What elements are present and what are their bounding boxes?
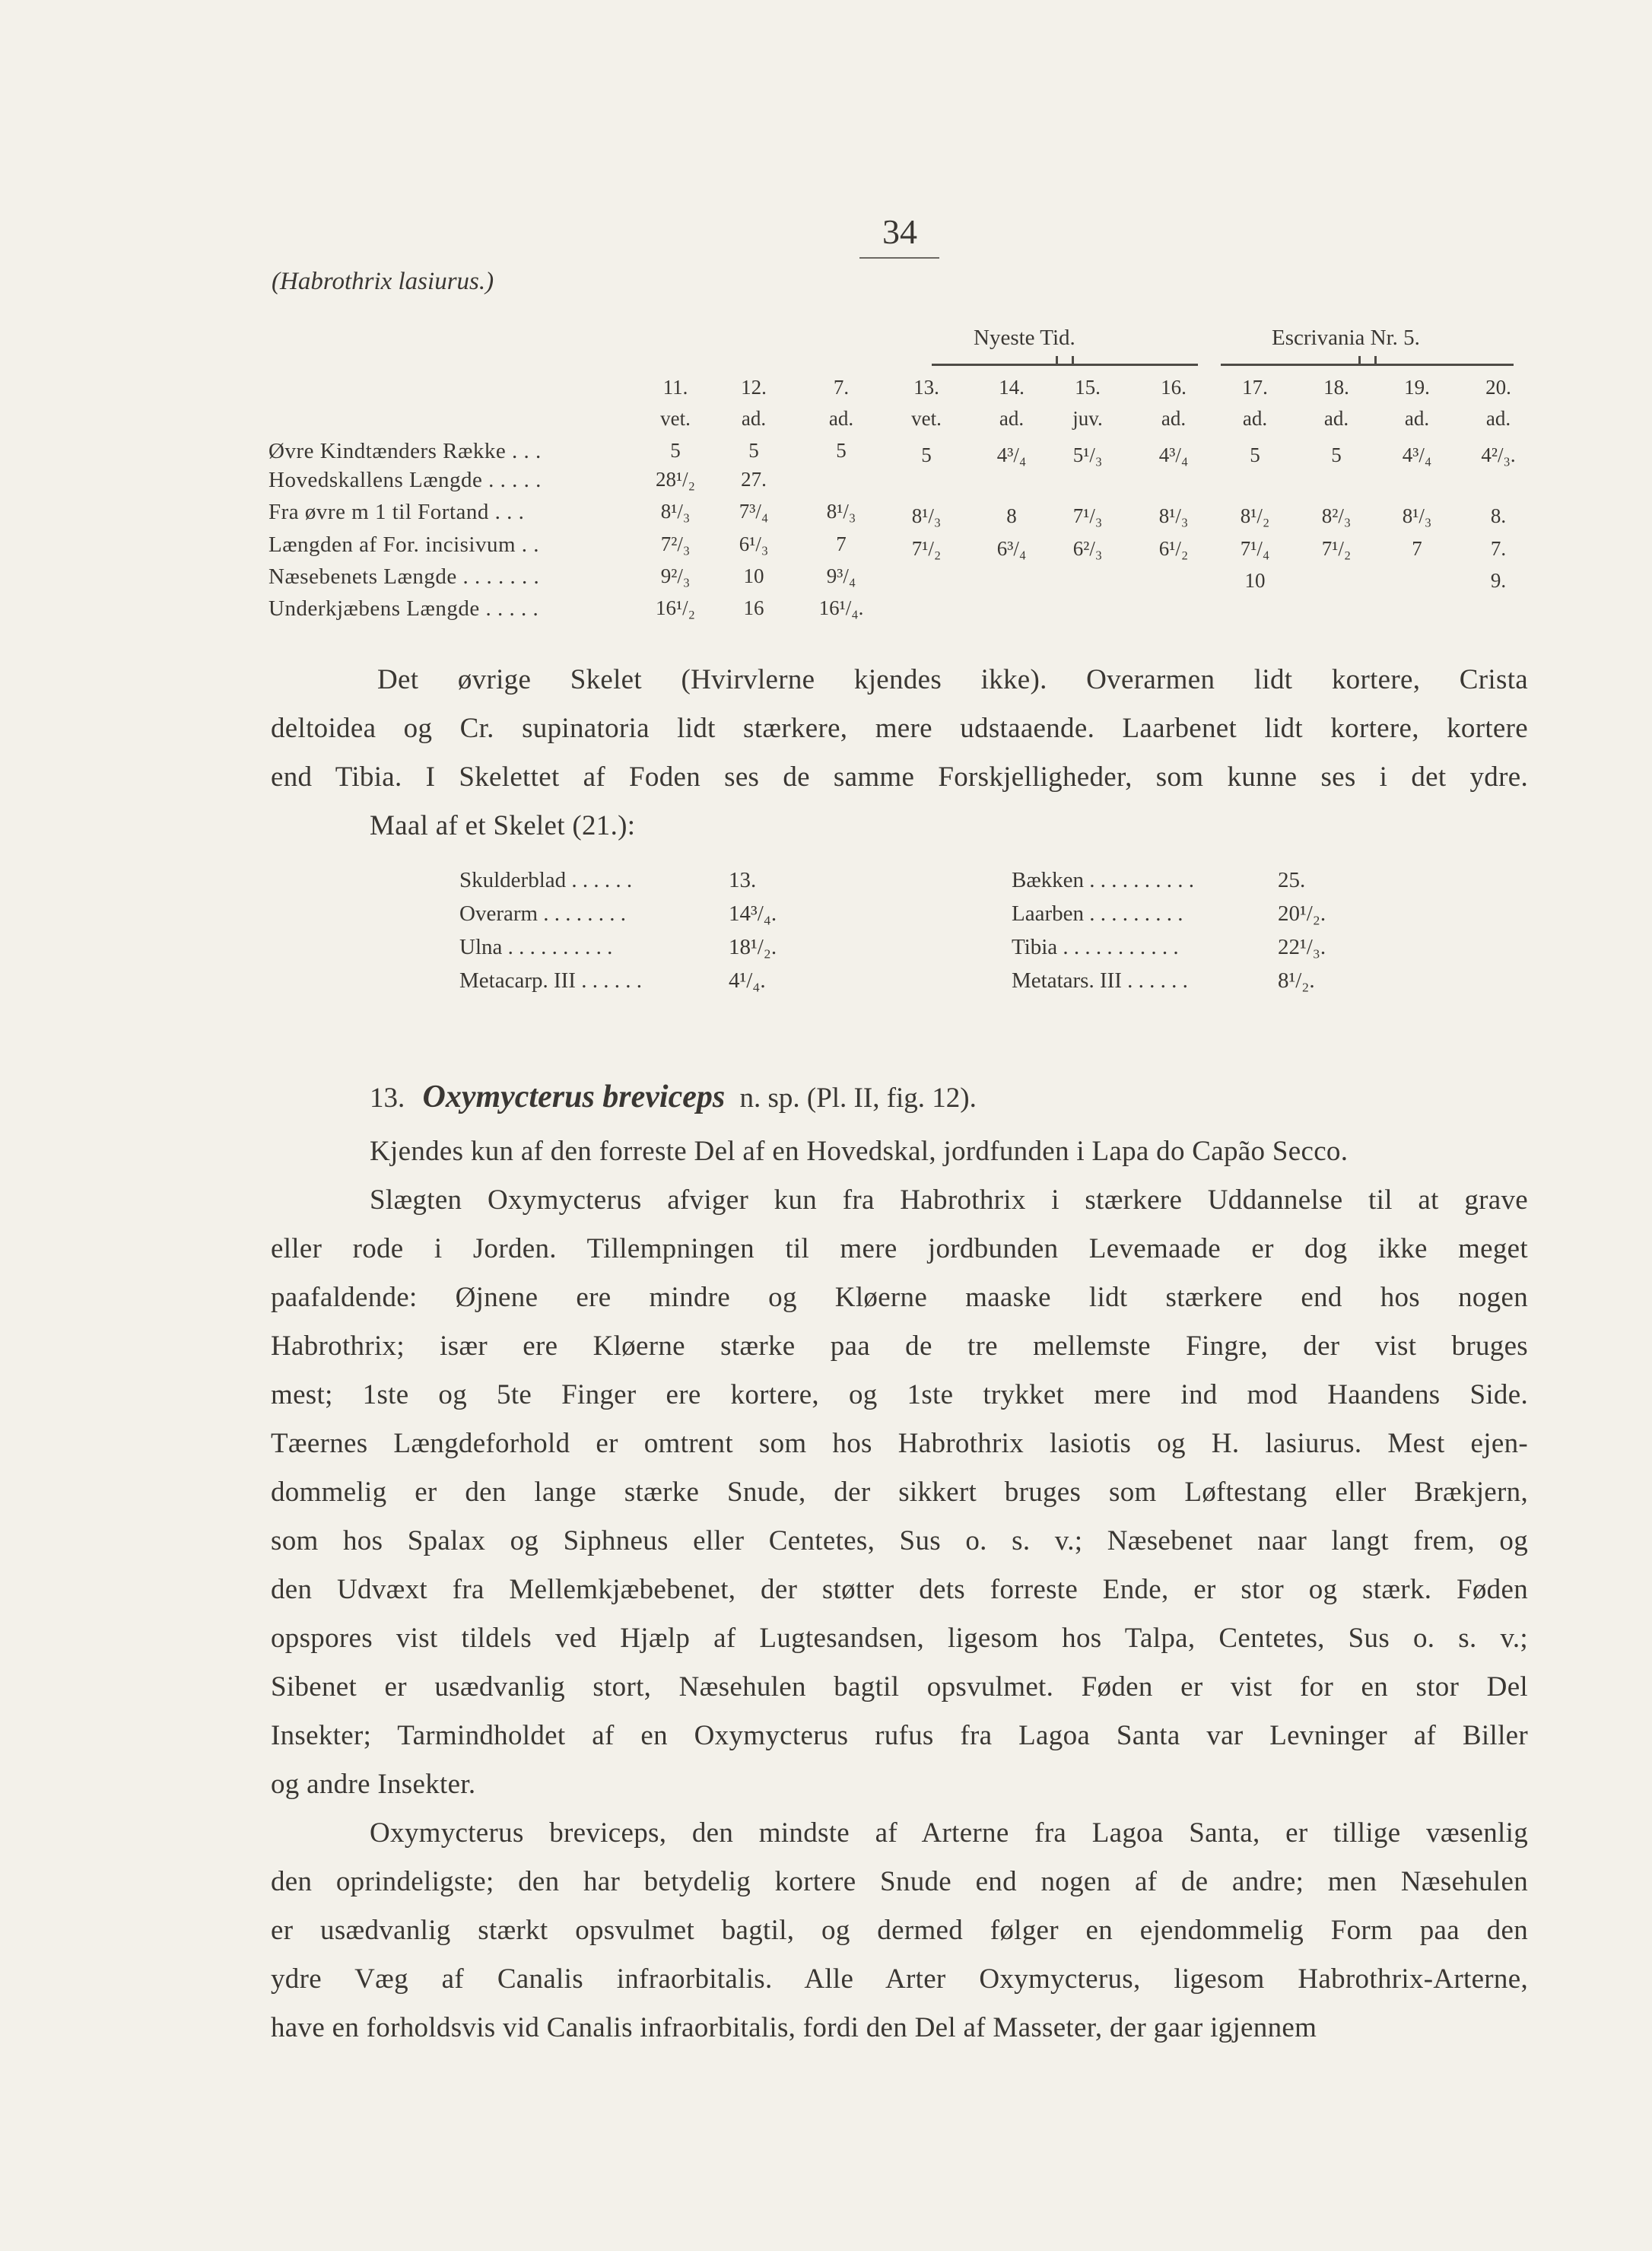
table-cell: 5 (921, 444, 932, 466)
row-label: Hovedskallens Længde . . . . . (268, 468, 542, 492)
column-number: 14. (999, 376, 1025, 399)
table-cell: 4³/₄ (1158, 444, 1189, 466)
table-cell: 6¹/₃ (739, 533, 769, 555)
column-status: ad. (1323, 407, 1349, 430)
measure-label: Tibia . . . . . . . . . . . (1012, 935, 1179, 959)
table-cell: 9²/₃ (660, 564, 691, 587)
text-line: som hos Spalax og Siphneus eller Centetes, Sus o. s. v.; Næsebenet naar langt frem, og (271, 1525, 1528, 1556)
table-cell: 8¹/₃ (660, 500, 691, 523)
text-line: Kjendes kun af den forreste Del af en Hovedskal, jordfunden i Lapa do Capão Secco. (370, 1136, 1349, 1167)
column-status: vet. (911, 407, 942, 430)
column-number: 20. (1485, 376, 1511, 399)
measure-label: Ulna . . . . . . . . . . (459, 935, 613, 959)
group-header-nyeste-tid: Nyeste Tid. (974, 326, 1075, 350)
column-status: ad. (1161, 407, 1187, 430)
measure-label: Metacarp. III . . . . . . (459, 968, 642, 993)
table-cell: 7 (1412, 537, 1422, 560)
table-cell: 7¹/₃ (1072, 504, 1103, 527)
row-label: Fra øvre m 1 til Fortand . . . (268, 500, 525, 524)
table-cell: 7 (836, 533, 847, 555)
text-line: deltoidea og Cr. supinatoria lidt stærkere, mere udstaaende. Laarbenet lidt kortere, kortere (271, 713, 1528, 744)
table-cell: 4³/₄ (1402, 444, 1432, 466)
measure-value: 14³/₄. (729, 901, 777, 926)
measure-value: 8¹/₂. (1278, 968, 1315, 993)
group-brace-escrivania (1221, 364, 1514, 374)
text-line: den oprindeligste; den har betydelig kortere Snude end nogen af de andre; men Næsehulen (271, 1866, 1528, 1897)
table-cell: 16 (743, 596, 764, 619)
row-label: Øvre Kindtænders Række . . . (268, 439, 542, 463)
species-name: Oxymycterus breviceps (422, 1079, 726, 1114)
column-status: ad. (1485, 407, 1511, 430)
text-line: Tæernes Længdeforhold er omtrent som hos Habrothrix lasiotis og H. lasiurus. Mest ejen- (271, 1428, 1528, 1459)
table-cell: 16¹/₄. (818, 596, 864, 619)
species-heading (370, 1079, 977, 1115)
row-label: Underkjæbens Længde . . . . . (268, 596, 539, 621)
table-cell: 5 (1250, 444, 1260, 466)
table-cell: 5 (1331, 444, 1342, 466)
table-cell: 4³/₄ (996, 444, 1027, 466)
table-cell: 5¹/₃ (1072, 444, 1103, 466)
table-cell: 7³/₄ (739, 500, 769, 523)
measure-value: 25. (1278, 868, 1306, 892)
text-line: Insekter; Tarmindholdet af en Oxymycterus rufus fra Lagoa Santa var Levninger af Biller (271, 1720, 1528, 1751)
text-line: Oxymycterus breviceps, den mindste af Arterne fra Lagoa Santa, er tillige væsenlig (370, 1817, 1528, 1849)
table-cell: 8¹/₃ (826, 500, 856, 523)
table-cell: 8¹/₃ (1402, 504, 1432, 527)
table-cell: 8. (1490, 504, 1507, 527)
table-cell: 8 (1006, 504, 1017, 527)
species-number: 13. (370, 1083, 405, 1114)
column-status: ad. (1404, 407, 1430, 430)
table-cell: 10 (1244, 569, 1266, 592)
text-line: eller rode i Jorden. Tillempningen til mere jordbunden Levemaade er dog ikke meget (271, 1233, 1528, 1264)
measure-value: 18¹/₂. (729, 935, 777, 959)
text-line: Maal af et Skelet (21.): (370, 810, 636, 841)
group-brace-nyeste-tid (932, 364, 1198, 374)
table-cell: 6²/₃ (1072, 537, 1103, 560)
text-line: Habrothrix; især ere Kløerne stærke paa de tre mellemste Fingre, der vist bruges (271, 1331, 1528, 1362)
text-line: den Udvæxt fra Mellemkjæbebenet, der støtter dets forreste Ende, er stor og stærk. Føden (271, 1574, 1528, 1605)
text-line: have en forholdsvis vid Canalis infraorbitalis, fordi den Del af Masseter, der gaar igjennem (271, 2012, 1317, 2043)
table-cell: 28¹/₂ (655, 468, 696, 491)
text-line: Slægten Oxymycterus afviger kun fra Habrothrix i stærkere Uddannelse til at grave (370, 1184, 1528, 1216)
text-line: og andre Insekter. (271, 1769, 476, 1800)
table-cell: 8²/₃ (1321, 504, 1352, 527)
text-line: dommelig er den lange stærke Snude, der sikkert bruges som Løftestang eller Brækjern, (271, 1477, 1528, 1508)
body-text (271, 1127, 1528, 2052)
table-cell: 7. (1490, 537, 1507, 560)
text-line: end Tibia. I Skelettet af Foden ses de samme Forskjelligheder, som kunne ses i det ydre. (271, 761, 1528, 793)
table-cell: 8¹/₂ (1240, 504, 1270, 527)
table-cell: 5 (748, 439, 759, 462)
text-line: ydre Væg af Canalis infraorbitalis. Alle Arter Oxymycterus, ligesom Habrothrix-Arterne, (271, 1963, 1528, 1995)
column-number: 15. (1075, 376, 1101, 399)
table-cell: 8¹/₃ (1158, 504, 1189, 527)
column-number: 19. (1404, 376, 1430, 399)
table-cell: 27. (741, 468, 767, 491)
text-line: er usædvanlig stærkt opsvulmet bagtil, og dermed følger en ejendommelig Form paa den (271, 1915, 1528, 1946)
row-label: Længden af For. incisivum . . (268, 533, 540, 557)
measure-label: Overarm . . . . . . . . (459, 901, 627, 926)
text-line: opspores vist tildels ved Hjælp af Lugtesandsen, ligesom hos Talpa, Centetes, Sus o. s. v.; (271, 1623, 1528, 1654)
table-cell: 8¹/₃ (911, 504, 942, 527)
table-cell: 10 (743, 564, 764, 587)
table-cell: 9³/₄ (826, 564, 856, 587)
measure-value: 20¹/₂. (1278, 901, 1326, 926)
skeleton-paragraph (271, 656, 1528, 850)
column-number: 12. (741, 376, 767, 399)
species-suffix: n. sp. (Pl. II, fig. 12). (739, 1083, 977, 1114)
column-number: 7. (833, 376, 850, 399)
measure-label: Bækken . . . . . . . . . . (1012, 868, 1195, 892)
column-number: 17. (1242, 376, 1268, 399)
measure-value: 22¹/₃. (1278, 935, 1326, 959)
text-line: paafaldende: Øjnene ere mindre og Kløerne maaske lidt stærkere end hos nogen (271, 1282, 1528, 1313)
text-line: Sibenet er usædvanlig stort, Næsehulen bagtil opsvulmet. Føden er vist for en stor Del (271, 1671, 1528, 1703)
text-line: Det øvrige Skelet (Hvirvlerne kjendes ikke). Overarmen lidt kortere, Crista (377, 664, 1528, 695)
text-line: mest; 1ste og 5te Finger ere kortere, og 1ste trykket mere ind mod Haandens Side. (271, 1379, 1528, 1410)
column-status: ad. (1242, 407, 1268, 430)
table-cell: 5 (670, 439, 681, 462)
measure-label: Laarben . . . . . . . . . (1012, 901, 1183, 926)
row-label: Næsebenets Længde . . . . . . . (268, 564, 540, 589)
table-cell: 6¹/₂ (1158, 537, 1189, 560)
column-status: vet. (660, 407, 691, 430)
column-number: 16. (1161, 376, 1187, 399)
table-cell: 7¹/₄ (1240, 537, 1270, 560)
column-number: 11. (662, 376, 688, 399)
running-head: (Habrothrix lasiurus.) (272, 268, 494, 295)
page-number: 34 (882, 212, 917, 251)
column-number: 18. (1323, 376, 1349, 399)
table-cell: 5 (836, 439, 847, 462)
measure-label: Skulderblad . . . . . . (459, 868, 633, 892)
group-header-escrivania: Escrivania Nr. 5. (1272, 326, 1420, 350)
table-cell: 16¹/₂ (655, 596, 696, 619)
column-status: ad. (741, 407, 767, 430)
column-status: juv. (1072, 407, 1103, 430)
measure-value: 13. (729, 868, 757, 892)
table-cell: 7¹/₂ (911, 537, 942, 560)
column-status: ad. (828, 407, 854, 430)
table-cell: 4²/₃. (1481, 444, 1516, 466)
measure-value: 4¹/₄. (729, 968, 766, 993)
table-cell: 6³/₄ (996, 537, 1027, 560)
column-number: 13. (913, 376, 939, 399)
table-cell: 9. (1490, 569, 1507, 592)
table-cell: 7²/₃ (660, 533, 691, 555)
measure-label: Metatars. III . . . . . . (1012, 968, 1188, 993)
table-cell: 7¹/₂ (1321, 537, 1352, 560)
column-status: ad. (999, 407, 1025, 430)
page-number-rule (859, 257, 939, 259)
